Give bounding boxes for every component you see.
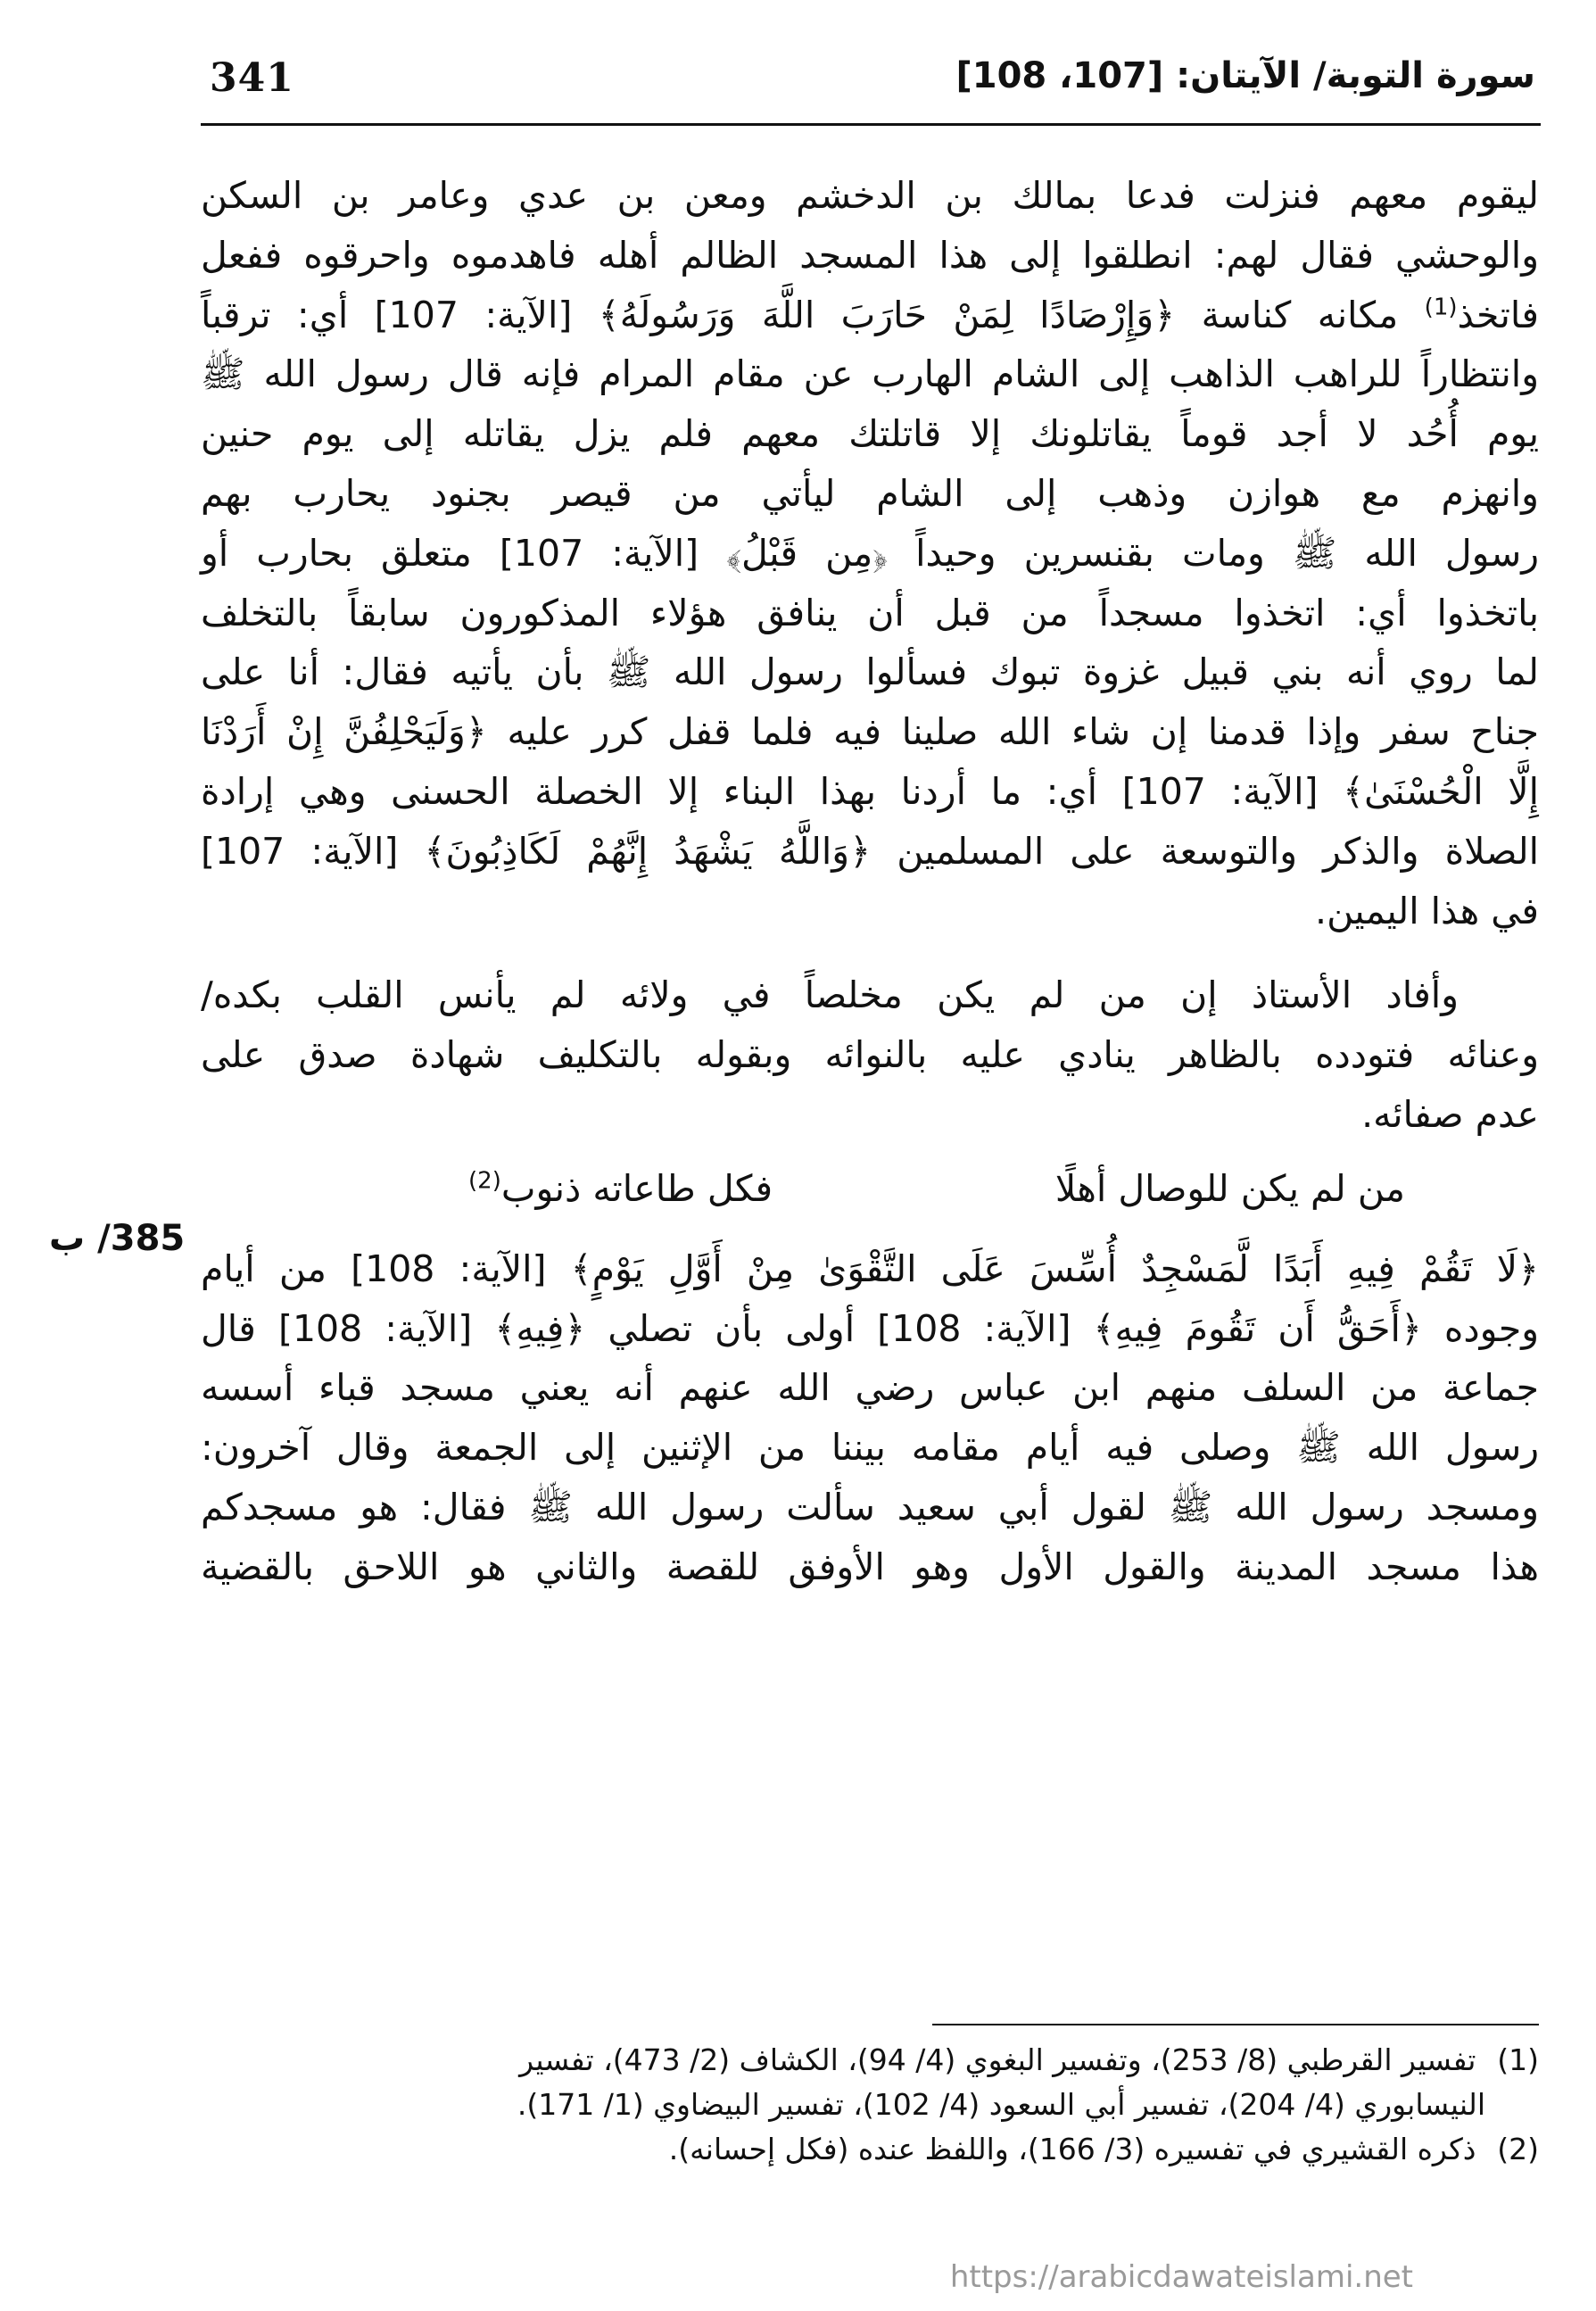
text-line: جناح سفر وإذا قدمنا إن شاء الله صلينا فيه فلما قفل كرر عليه ﴿وَلَيَحْلِفُنَّ إِنْ أَرَدْنَا	[201, 710, 1539, 754]
verse-text: فكل طاعاته ذنوب	[500, 1166, 773, 1210]
footnote-number: (2)	[1497, 2132, 1539, 2166]
text-fragment: مكانه كناسة ﴿وَإِرْصَادًا لِمَنْ حَارَبَ اللَّهَ وَرَسُولَهُ﴾ [الآية: 107] أي: ترقباً	[201, 293, 1425, 336]
watermark-url: https://arabicdawateislami.net	[949, 2259, 1413, 2295]
verse-second-hemistich	[468, 1150, 773, 1227]
text-line: والوحشي فقال لهم: انطلقوا إلى هذا المسجد الظالم أهله فاهدموه واحرقوه ففعل	[201, 233, 1539, 277]
text-fragment: فاتخذ	[1457, 293, 1540, 336]
body-text	[201, 166, 1539, 1597]
footnotes	[201, 2038, 1539, 2172]
text-line: يوم أُحُد لا أجد قوماً يقاتلونك إلا قاتلتك معهم فلم يزل يقاتله إلى يوم حنين	[201, 412, 1539, 456]
text-line: باتخذوا أي: اتخذوا مسجداً من قبل أن ينافق هؤلاء المذكورون سابقاً بالتخلف	[201, 591, 1539, 634]
text-line: الصلاة والذكر والتوسعة على المسلمين ﴿وَاللَّهُ يَشْهَدُ إِنَّهُمْ لَكَاذِبُونَ﴾ [الآية: 107]	[201, 829, 1539, 873]
text-line: عدم صفائه.	[1361, 1092, 1539, 1136]
text-line: إِلَّا الْحُسْنَىٰ﴾ [الآية: 107] أي: ما أردنا بهذا البناء إلا الخصلة الحسنى وهي إرادة	[201, 769, 1539, 813]
footnote-ref: (2)	[468, 1167, 501, 1195]
text-line: وأفاد الأستاذ إن من لم يكن مخلصاً في ولائه لم يأنس القلب بكده/	[201, 973, 1459, 1017]
footnote-ref: (1)	[1424, 293, 1458, 320]
footnote-1	[201, 2038, 1539, 2083]
footnote-2	[201, 2127, 1539, 2172]
text-line: وانتظاراً للراهب الذاهب إلى الشام الهارب عن مقام المرام فإنه قال رسول الله ﷺ	[201, 352, 1539, 396]
text-line: لما روي أنه بني قبيل غزوة تبوك فسألوا رسول الله ﷺ بأن يأتيه فقال: أنا على	[201, 650, 1539, 694]
footnote-text: ذكره القشيري في تفسيره (3/ 166)، واللفظ عنده (فكل إحسانه).	[668, 2132, 1476, 2166]
page-number: 341	[210, 55, 294, 101]
text-line: رسول الله ﷺ ومات بقنسرين وحيداً ﴿مِن قَبْلُ﴾ [الآية: 107] متعلق بحارب أو	[201, 531, 1539, 575]
text-line: ﴿لَا تَقُمْ فِيهِ أَبَدًا لَّمَسْجِدٌ أُسِّسَ عَلَى التَّقْوَىٰ مِنْ أَوَّلِ يَوْمٍ﴾ [الآية: 108] من أيام	[201, 1247, 1539, 1290]
text-line: هذا مسجد المدينة والقول الأول وهو الأوفق للقصة والثاني هو اللاحق بالقضية	[201, 1545, 1539, 1588]
text-line: وعنائه فتودده بالظاهر ينادي عليه بالنوائه وبقوله بالتكليف شهادة صدق على	[201, 1033, 1539, 1077]
poetry-verse	[201, 1150, 1539, 1227]
text-line: في هذا اليمين.	[1315, 889, 1539, 932]
text-line	[201, 286, 1539, 345]
verse-first-hemistich: من لم يكن للوصال أهلًا	[1054, 1166, 1405, 1210]
text-line: وجوده ﴿أَحَقُّ أَن تَقُومَ فِيهِ﴾ [الآية: 108] أولى بأن تصلي ﴿فِيهِ﴾ [الآية: 108] قال	[201, 1306, 1539, 1350]
text-line: ليقوم معهم فنزلت فدعا بمالك بن الدخشم ومعن بن عدي وعامر بن السكن	[201, 174, 1539, 217]
footnote-separator	[932, 2024, 1539, 2025]
header-rule	[201, 123, 1541, 126]
footnote-number: (1)	[1497, 2042, 1539, 2077]
running-head: سورة التوبة/ الآيتان: [107، 108]	[955, 55, 1535, 96]
text-line: وانهزم مع هوازن وذهب إلى الشام ليأتي من قيصر بجنود يحارب بهم	[201, 471, 1539, 515]
text-line: رسول الله ﷺ وصلى فيه أيام مقامه بيننا من الإثنين إلى الجمعة وقال آخرون:	[201, 1426, 1539, 1470]
margin-folio-note: 385/ ب	[49, 1218, 186, 1259]
text-line: ومسجد رسول الله ﷺ لقول أبي سعيد سألت رسول الله ﷺ فقال: هو مسجدكم	[201, 1485, 1539, 1528]
footnote-1-continuation: النيسابوري (4/ 204)، تفسير أبي السعود (4/ 102)، تفسير البيضاوي (1/ 171).	[517, 2087, 1485, 2122]
text-line: جماعة من السلف منهم ابن عباس رضي الله عنهم أنه يعني مسجد قباء أسسه	[201, 1366, 1539, 1410]
footnote-text: تفسير القرطبي (8/ 253)، وتفسير البغوي (4/ 94)، الكشاف (2/ 473)، تفسير	[519, 2042, 1476, 2077]
